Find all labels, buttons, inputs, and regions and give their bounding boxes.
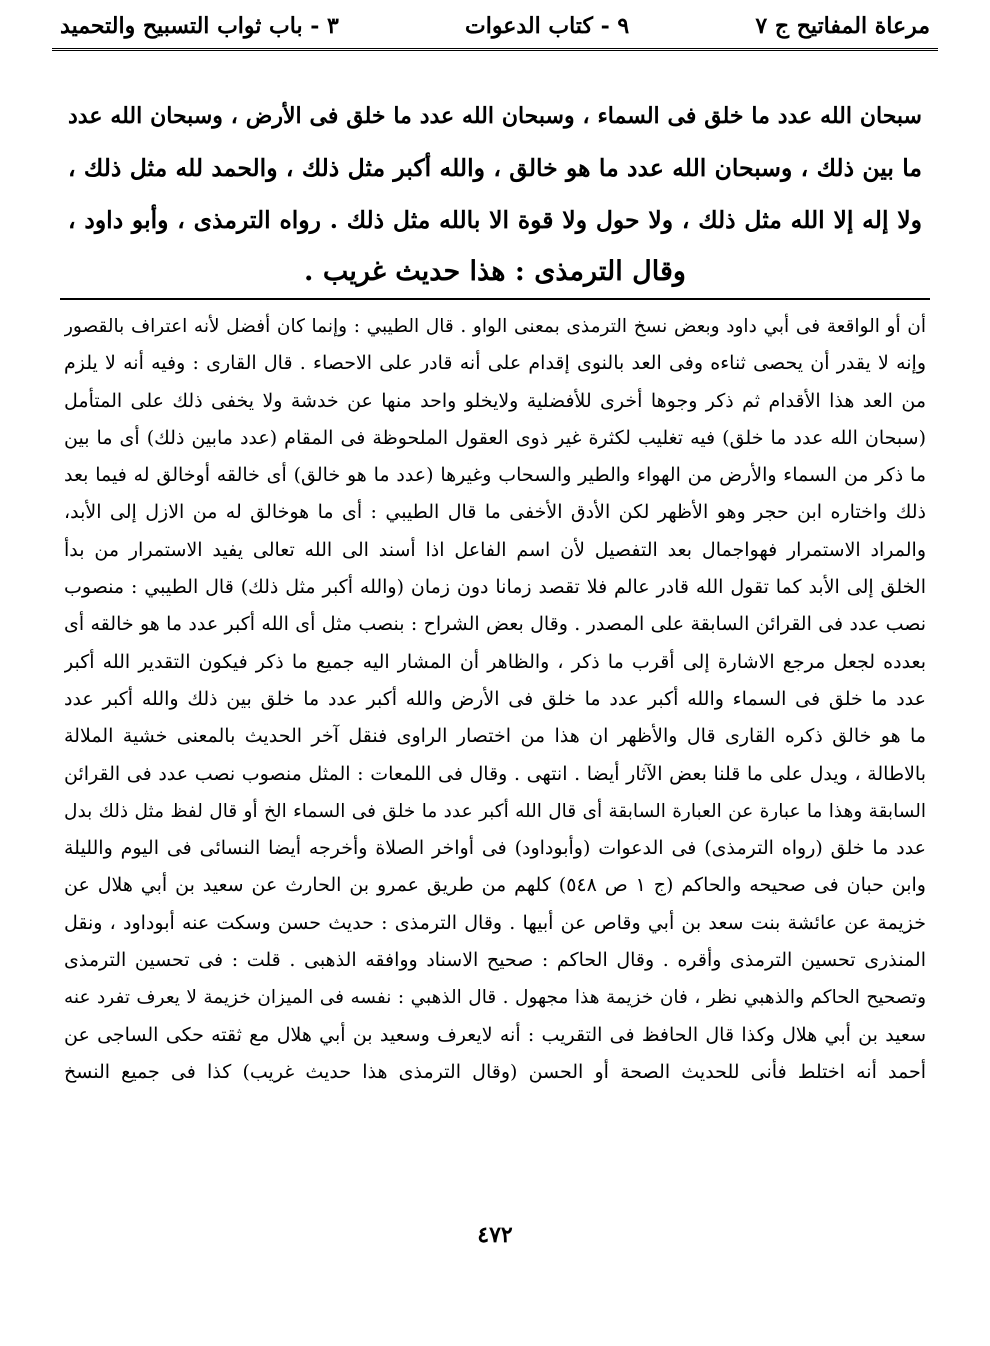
hadith-line: ما بين ذلك ، وسبحان الله عدد ما هو خالق ، والله أكبر مثل ذلك ، والحمد لله مثل ذلك ،: [68, 154, 922, 182]
commentary-line: نصب عدد فى القرائن السابقة على المصدر . وقال بعض الشراح : بنصب مثل أى الله أكبر عدد ما هو خالقه أى: [64, 613, 926, 636]
commentary-line: السابقة وهذا ما عبارة عن العبارة السابقة أى قال الله أكبر عدد ما خلق فى السماء الخ أو قال لفظ مثل ذلك بدل: [64, 800, 926, 822]
commentary-line: من العد هذا الأقدام ثم ذكر وجوها أخرى للأفضلية ولايخلو واحد منها عن خدشة ولا يخفى ذلك على المتأمل: [64, 389, 926, 412]
commentary-line: أحمد أنه اختلط فأنى للحديث الصحة أو الحسن (وقال الترمذى هذا حديث غريب) كذا فى جميع النسخ: [64, 1060, 926, 1083]
hadith-line: وقال الترمذى : هذا حديث غريب .: [304, 256, 686, 287]
commentary-line: وإنه لا يقدر أن يحصى ثناءه وفى العد بالنوى إقدام على أنه قادر على الاحصاء . قال القارى : وفيه أنه لا يلزم: [64, 352, 926, 375]
commentary-text: [64, 308, 926, 1091]
page-number: ٤٧٢: [477, 1222, 513, 1248]
commentary-line: بالاطالة ، ويدل على ما قلنا بعض الآثار أيضا . انتهى . وقال فى اللمعات : المثل منصوب نصب عدد فى القرائن: [64, 762, 926, 785]
commentary-line: الخلق إلى الأبد كما تقول الله قادر عالم فلا تقصد زمانا دون زمان (والله أكبر مثل ذلك) قال الطيبي : منصوب: [64, 576, 926, 599]
header-volume-title: مرعاة المفاتيح ج ٧: [755, 13, 930, 39]
commentary-line: ذلك واختاره ابن حجر وهو الأظهر لكن الأدق الأخفى ما قال الطيبي : أى ما هوخالق له من الازل إلى الأبد،: [64, 501, 926, 524]
commentary-line: وابن حبان فى صحيحه والحاكم (ج ١ ص ٥٤٨) كلهم من طريق عمرو بن الحارث عن سعيد بن أبي هلال عن: [64, 874, 926, 897]
commentary-line: بعدده لجعل مرجع الاشارة إلى أقرب ما ذكر ، والظاهر أن المشار اليه جميع ما ذكر فيكون التقدير الله أكبر: [64, 650, 926, 673]
commentary-line: أن أو الواقعة فى أبي داود وبعض نسخ الترمذى بمعنى الواو . قال الطيبي : وإنما كان أفضل لأنه اعتراف بالقصور: [64, 316, 926, 337]
header-book-title: ٩ - كتاب الدعوات: [465, 13, 630, 39]
commentary-line: خزيمة عن عائشة بنت سعد بن أبي وقاص عن أبيها . وقال الترمذى : حديث حسن وسكت عنه أبوداود ، ونقل: [64, 911, 926, 934]
commentary-line: عدد ما خلق فى السماء والله أكبر عدد ما خلق فى الأرض والله أكبر عدد ما خلق بين ذلك والله أكبر عدد: [64, 687, 926, 710]
header-rule: [52, 48, 938, 51]
commentary-line: سعيد بن أبي هلال وكذا قال الحافظ فى التقريب : أنه لايعرف وسعيد بن أبي هلال مع ثقته حكى الساجى عن: [64, 1023, 926, 1046]
commentary-line: والمراد الاستمرار فهواجمال بعد التفصيل لأن اسم الفاعل اذا أسند الى الله تعالى يفيد الاستمرار من بدأ: [64, 538, 926, 561]
commentary-line: وتصحيح الحاكم والذهبي نظر ، فان خزيمة هذا مجهول . قال الذهبي : نفسه فى الميزان خزيمة لا يعرف تفرد عنه: [64, 987, 926, 1009]
hadith-text: [68, 90, 922, 298]
header-chapter-title: ٣ - باب ثواب التسبيح والتحميد: [60, 13, 339, 39]
commentary-line: المنذرى تحسين الترمذى وأقره . وقال الحاكم : صحيح الاسناد ووافقه الذهبى . قلت : فى تحسين الترمذى: [64, 949, 926, 972]
commentary-line: ما ذكر من السماء والأرض من الهواء والطير والسحاب وغيرها (عدد ما هو خالق) أى خالقه أوخالق له فيما بعد: [64, 464, 926, 487]
commentary-line: ما هو خالق ذكره القارى قال والأظهر ان هذا من اختصار الراوى فنقل آخر الحديث بالمعنى خشية الملالة: [64, 725, 926, 748]
running-header: [60, 8, 930, 44]
commentary-line: عدد ما خلق (رواه الترمذى) فى الدعوات (وأبوداود) فى أواخر الصلاة وأخرجه أيضا النسائى فى اليوم والليلة: [64, 837, 926, 860]
hadith-line: ولا إله إلا الله مثل ذلك ، ولا حول ولا قوة الا بالله مثل ذلك . رواه الترمذى ، وأبو داود ،: [68, 206, 922, 234]
commentary-line: (سبحان الله عدد ما خلق) فيه تغليب لكثرة غير ذوى العقول الملحوظة فى المقام (عدد مابين ذلك) أى ما بين: [64, 426, 926, 449]
footnote-divider: [60, 298, 930, 300]
hadith-line: سبحان الله عدد ما خلق فى السماء ، وسبحان الله عدد ما خلق فى الأرض ، وسبحان الله عدد: [68, 103, 922, 129]
